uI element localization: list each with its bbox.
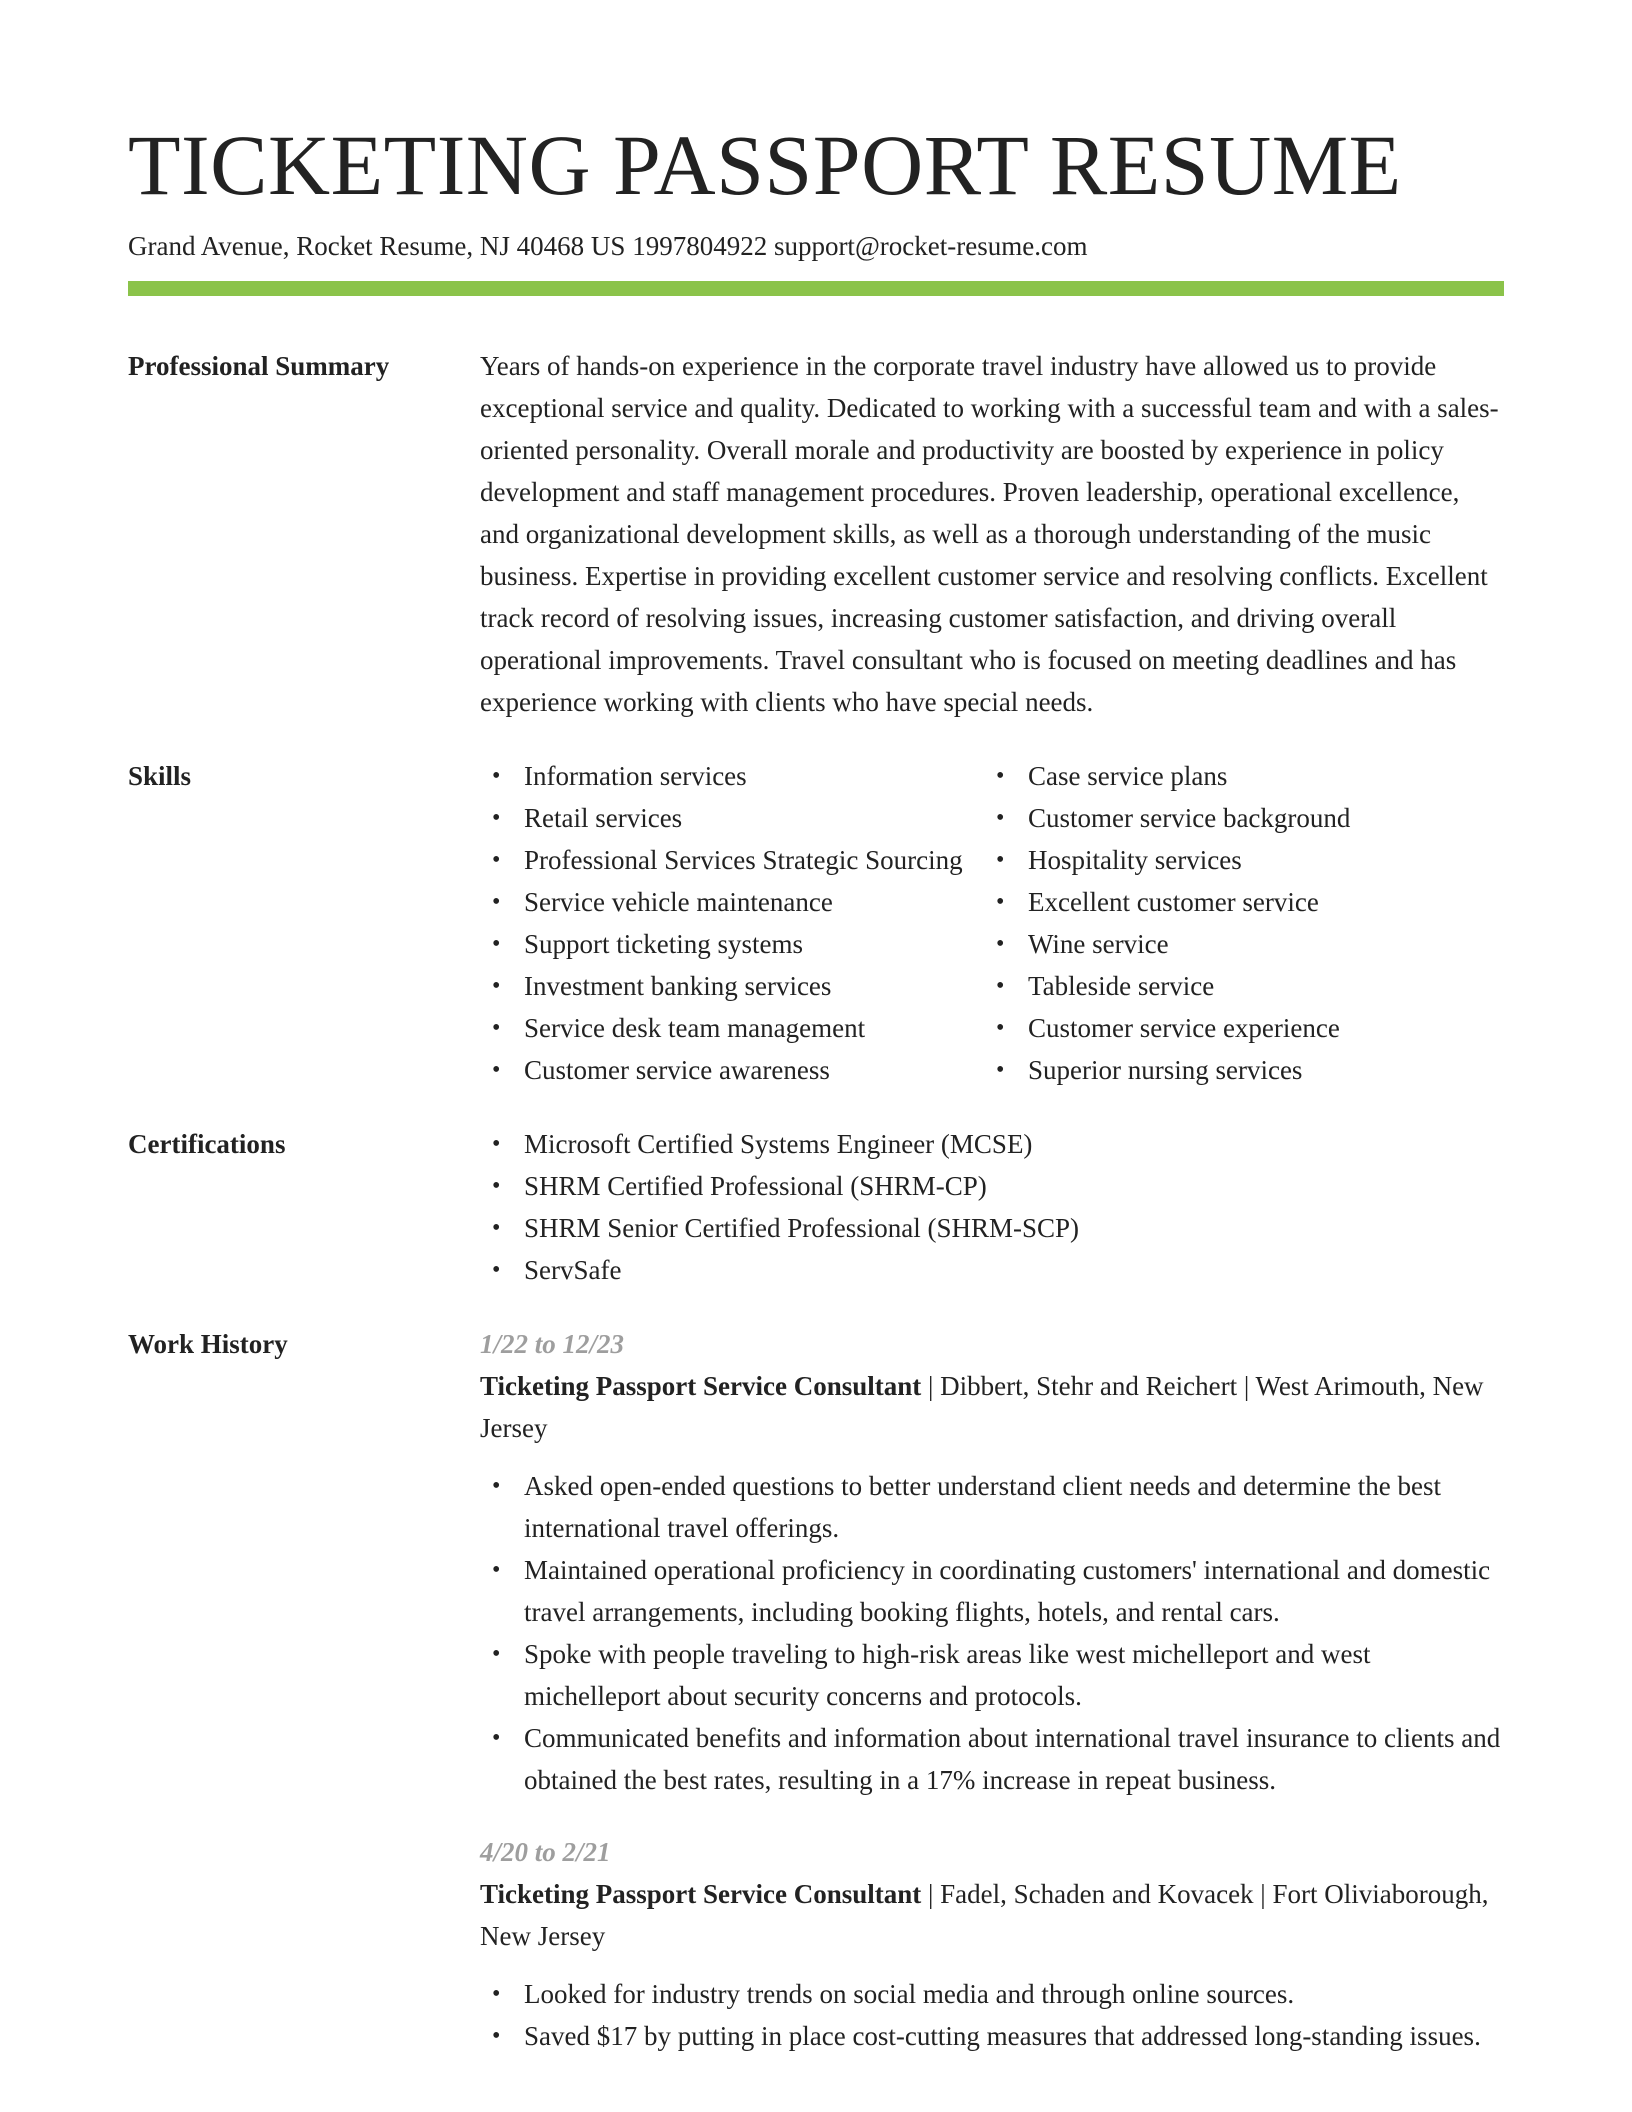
resume-page bbox=[128, 118, 1504, 2057]
job-bullet-list bbox=[480, 1973, 1504, 2057]
job-title: Ticketing Passport Service Consultant bbox=[480, 1878, 922, 1909]
job-bullet: • Communicated benefits and information about international travel insurance to clients and obtained the best rates, resulting in a 17% increase in repeat business. bbox=[480, 1717, 1504, 1801]
work-history-section bbox=[128, 1323, 1504, 2057]
contact-address: Grand Avenue, Rocket Resume, NJ 40468 US bbox=[128, 230, 626, 261]
summary-section bbox=[128, 345, 1504, 723]
contact-phone: 1997804922 bbox=[632, 230, 768, 261]
skills-list-right bbox=[984, 755, 1504, 1091]
job-bullet: • Saved $17 by putting in place cost-cutting measures that addressed long-standing issues. bbox=[480, 2015, 1504, 2057]
job-bullet: • Maintained operational proficiency in coordinating customers' international and domestic travel arrangements, including booking flights, hotels, and rental cars. bbox=[480, 1549, 1504, 1633]
contact-line bbox=[128, 229, 1504, 264]
job-details: | Fadel, Schaden and Kovacek | Fort Oliviaborough, New Jersey bbox=[480, 1878, 1489, 1951]
job-entry bbox=[480, 1323, 1504, 1801]
skill-item: • Tableside service bbox=[984, 965, 1504, 1007]
skill-item: • Excellent customer service bbox=[984, 881, 1504, 923]
skills-list-left bbox=[480, 755, 984, 1091]
job-bullet: • Looked for industry trends on social media and through online sources. bbox=[480, 1973, 1504, 2015]
skill-item: • Service vehicle maintenance bbox=[480, 881, 984, 923]
certification-item: • SHRM Senior Certified Professional (SHRM-SCP) bbox=[480, 1207, 1504, 1249]
job-dates: 1/22 to 12/23 bbox=[480, 1328, 625, 1359]
certifications-section bbox=[128, 1123, 1504, 1291]
job-heading bbox=[480, 1365, 1504, 1449]
job-title: Ticketing Passport Service Consultant bbox=[480, 1370, 922, 1401]
skill-item: • Wine service bbox=[984, 923, 1504, 965]
skill-item: • Retail services bbox=[480, 797, 984, 839]
job-dates: 4/20 to 2/21 bbox=[480, 1836, 611, 1867]
summary-text: Years of hands-on experience in the corporate travel industry have allowed us to provide exceptional service and quality. Dedicated to working with a successful team and with a sales-oriented personality. Overall morale and productivity are boosted by experience in policy development and staff management procedures. Proven leadership, operational excellence, and organizational development skills, as well as a thorough understanding of the music business. Expertise in providing excellent customer service and resolving conflicts. Excellent track record of resolving issues, increasing customer satisfaction, and driving overall operational improvements. Travel consultant who is focused on meeting deadlines and has experience working with clients who have special needs. bbox=[480, 350, 1499, 717]
certifications-heading: Certifications bbox=[128, 1128, 286, 1159]
job-bullet: • Spoke with people traveling to high-risk areas like west michelleport and west michelleport about security concerns and protocols. bbox=[480, 1633, 1504, 1717]
skill-item: • Customer service awareness bbox=[480, 1049, 984, 1091]
contact-email[interactable]: support@rocket-resume.com bbox=[773, 230, 1088, 261]
summary-heading: Professional Summary bbox=[128, 350, 390, 381]
job-heading bbox=[480, 1873, 1504, 1957]
job-entry bbox=[480, 1831, 1504, 2057]
skill-item: • Hospitality services bbox=[984, 839, 1504, 881]
certification-item: • Microsoft Certified Systems Engineer (MCSE) bbox=[480, 1123, 1504, 1165]
skill-item: • Service desk team management bbox=[480, 1007, 984, 1049]
work-history-heading: Work History bbox=[128, 1328, 288, 1359]
skill-item: • Investment banking services bbox=[480, 965, 984, 1007]
certifications-list bbox=[480, 1123, 1504, 1291]
skills-section bbox=[128, 755, 1504, 1091]
skill-item: • Information services bbox=[480, 755, 984, 797]
skills-heading: Skills bbox=[128, 760, 192, 791]
certification-item: • SHRM Certified Professional (SHRM-CP) bbox=[480, 1165, 1504, 1207]
skill-item: • Support ticketing systems bbox=[480, 923, 984, 965]
certification-item: • ServSafe bbox=[480, 1249, 1504, 1291]
job-bullet-list bbox=[480, 1465, 1504, 1801]
header-divider bbox=[128, 281, 1504, 296]
skill-item: • Case service plans bbox=[984, 755, 1504, 797]
skill-item: • Superior nursing services bbox=[984, 1049, 1504, 1091]
skill-item: • Customer service background bbox=[984, 797, 1504, 839]
resume-name: TICKETING PASSPORT RESUME bbox=[128, 117, 1402, 213]
skill-item: • Customer service experience bbox=[984, 1007, 1504, 1049]
job-bullet: • Asked open-ended questions to better understand client needs and determine the best international travel offerings. bbox=[480, 1465, 1504, 1549]
job-details: | Dibbert, Stehr and Reichert | West Arimouth, New Jersey bbox=[480, 1370, 1484, 1443]
skill-item: • Professional Services Strategic Sourcing bbox=[480, 839, 984, 881]
